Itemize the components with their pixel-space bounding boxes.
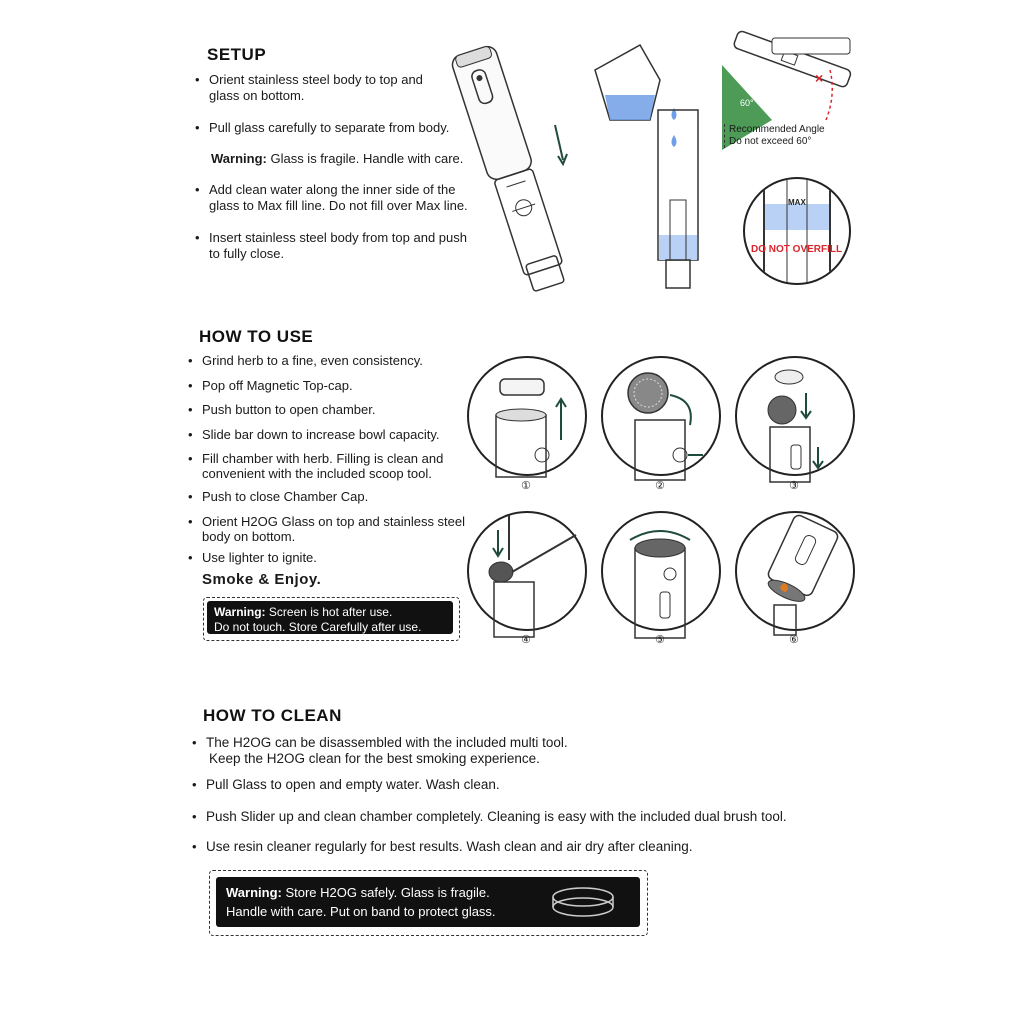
setup-warning-label: Warning: [211, 151, 267, 166]
list-item: • Use resin cleaner regularly for best results. Wash clean and air dry after cleaning. [192, 839, 692, 854]
x-mark-icon: × [815, 70, 824, 86]
setup-warning-text: Glass is fragile. Handle with care. [270, 151, 464, 166]
pull-arrow-icon [555, 125, 563, 160]
step-5-illustration [600, 510, 722, 632]
step-6-illustration [734, 510, 856, 632]
how-to-clean-title: HOW TO CLEAN [203, 706, 342, 725]
list-item-continuation: body on bottom. [202, 529, 296, 544]
warning-line1: Store H2OG safely. Glass is fragile. [285, 885, 490, 900]
list-item: • The H2OG can be disassembled with the included multi tool. [192, 735, 568, 750]
step-number: ② [655, 480, 665, 492]
water-fill-illustration [590, 40, 700, 300]
list-item: • Pull glass carefully to separate from body. [195, 120, 449, 135]
list-item-continuation: convenient with the included scoop tool. [202, 466, 432, 481]
list-item-continuation: glass to Max fill line. Do not fill over Max line. [209, 198, 468, 213]
list-item-continuation: glass on bottom. [209, 88, 305, 103]
water-drop-icon [672, 135, 677, 147]
hot-screen-warning [207, 601, 453, 634]
step-number: ④ [521, 634, 531, 646]
step-number: ⑥ [789, 634, 799, 646]
step-number: ③ [789, 480, 799, 492]
step-1-illustration [466, 355, 588, 477]
step-4-illustration [466, 510, 588, 632]
step-3-illustration [734, 355, 856, 477]
setup-warning [211, 151, 463, 166]
list-item-continuation: Keep the H2OG clean for the best smoking experience. [209, 751, 540, 766]
hot-screen-warning-frame [203, 597, 460, 641]
list-item: • Orient stainless steel body to top and [195, 72, 423, 87]
angle-caption [724, 124, 825, 148]
list-item: • Insert stainless steel body from top and push [195, 230, 467, 245]
setup-title: SETUP [207, 45, 267, 64]
do-not-overfill-label: DO NOT OVERFILL [751, 244, 843, 255]
list-item: • Push to close Chamber Cap. [188, 489, 368, 504]
list-item: • Push Slider up and clean chamber completely. Cleaning is easy with the included dual brush tool. [192, 809, 787, 824]
store-safely-warning-frame [209, 870, 648, 936]
warning-line2: Do not touch. Store Carefully after use. [214, 620, 422, 634]
warning-label: Warning: [226, 885, 282, 900]
smoke-enjoy: Smoke & Enjoy. [202, 571, 322, 588]
list-item: • Fill chamber with herb. Filling is clean and [188, 451, 443, 466]
list-item: • Push button to open chamber. [188, 402, 375, 417]
list-item: • Pop off Magnetic Top-cap. [188, 378, 353, 393]
list-item: • Orient H2OG Glass on top and stainless steel [188, 514, 465, 529]
warning-line1: Screen is hot after use. [268, 605, 393, 619]
list-item: • Use lighter to ignite. [188, 550, 317, 565]
step-number: ⑤ [655, 634, 665, 646]
list-item-continuation: to fully close. [209, 246, 285, 261]
list-item: • Slide bar down to increase bowl capacity. [188, 427, 440, 442]
how-to-use-title: HOW TO USE [199, 327, 314, 346]
max-fill-circle-illustration [742, 176, 852, 286]
angle-caption-line1: Recommended Angle [729, 124, 825, 135]
max-label: MAX [788, 198, 806, 207]
angle-value: 60° [740, 98, 754, 108]
list-item: • Grind herb to a fine, even consistency. [188, 353, 423, 368]
warning-line2: Handle with care. Put on band to protect glass. [226, 904, 496, 919]
list-item: • Add clean water along the inner side of the [195, 182, 455, 197]
step-2-illustration [600, 355, 722, 477]
angle-caption-line2: Do not exceed 60° [729, 136, 812, 147]
list-item: • Pull Glass to open and empty water. Wash clean. [192, 777, 500, 792]
protective-band-icon [548, 883, 618, 923]
step-number: ① [521, 480, 531, 492]
glass-tube [494, 168, 563, 275]
warning-label: Warning: [214, 605, 266, 619]
